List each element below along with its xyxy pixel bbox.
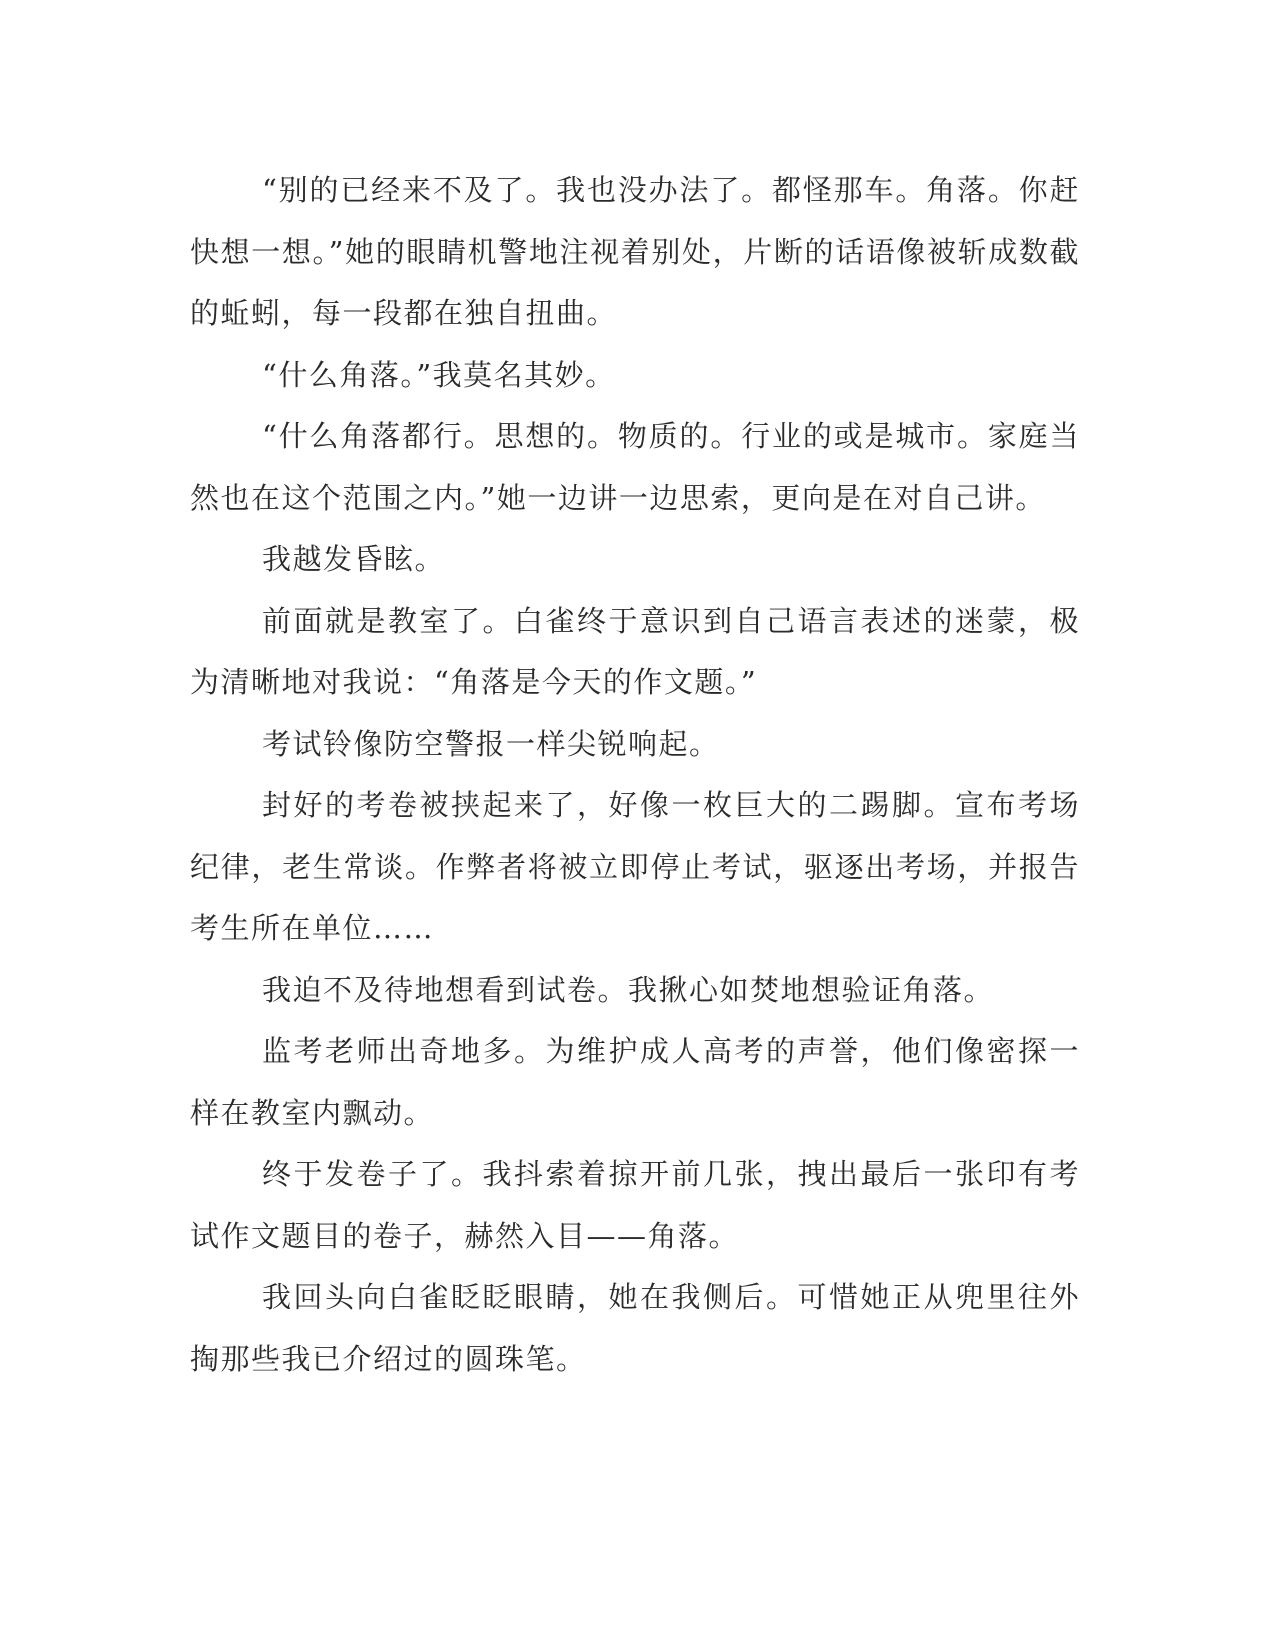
paragraph: “什么角落。”我莫名其妙。 (262, 357, 616, 392)
paragraph: “别的已经来不及了。我也没办法了。都怪那车。角落。你赶快想一想。”她的眼睛机警地注视着别处，片断的话语像被斩成数截的蚯蚓，每一段都在独自扭曲。 (190, 173, 1080, 330)
paragraph: 封好的考卷被挟起来了，好像一枚巨大的二踢脚。宣布考场纪律，老生常谈。作弊者将被立即停止考试，驱逐出考场，并报告考生所在单位…… (190, 788, 1080, 945)
paragraph: “什么角落都行。思想的。物质的。行业的或是城市。家庭当然也在这个范围之内。”她一边讲一边思索，更向是在对自己讲。 (190, 419, 1080, 515)
paragraph: 前面就是教室了。白雀终于意识到自己语言表述的迷蒙，极为清晰地对我说：“角落是今天的作文题。” (190, 603, 1080, 699)
paragraph: 我越发昏眩。 (262, 542, 446, 576)
paragraph: 终于发卷子了。我抖索着掠开前几张，拽出最后一张印有考试作文题目的卷子，赫然入目——角落。 (190, 1157, 1080, 1253)
body-text (190, 160, 1080, 1390)
paragraph: 考试铃像防空警报一样尖锐响起。 (262, 726, 720, 761)
paragraph: 监考老师出奇地多。为维护成人高考的声誉，他们像密探一样在教室内飘动。 (190, 1034, 1080, 1130)
paragraph: 我回头向白雀眨眨眼睛，她在我侧后。可惜她正从兜里往外掏那些我已介绍过的圆珠笔。 (190, 1280, 1080, 1376)
paragraph: 我迫不及待地想看到试卷。我揪心如焚地想验证角落。 (262, 972, 995, 1007)
